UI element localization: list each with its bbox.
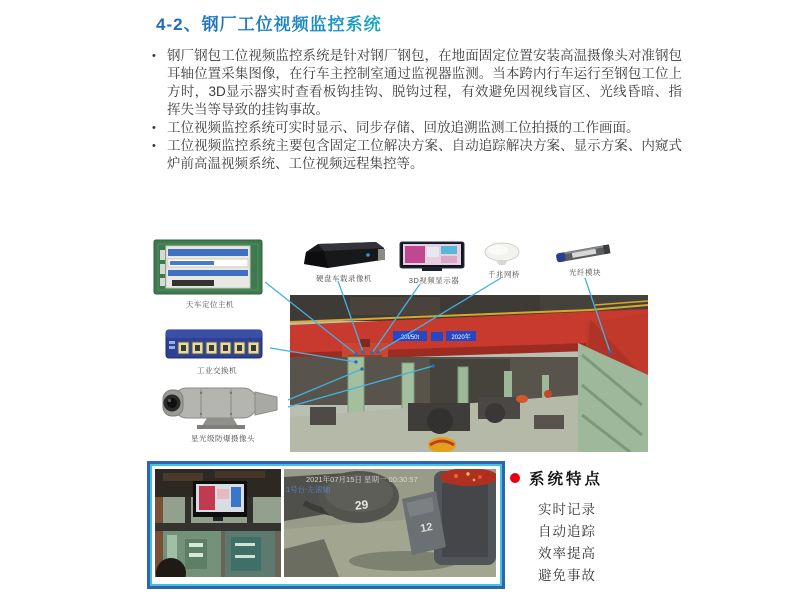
device-fiber-module <box>552 242 618 278</box>
device-label: 硬盘车载录像机 <box>316 274 372 283</box>
device-camera <box>155 380 291 444</box>
monitoring-photos-inner <box>150 464 502 586</box>
bullet-text: 钢厂钢包工位视频监控系统是针对钢厂钢包，在地面固定位置安装高温摄像头对准钢包耳轴位置采集图像，在行车主控制室通过监视器监测。当本跨内行车运行至钢包工位上方时，3D显示器实时查看板钩挂钩、脱钩过程，有效避免因视线盲区、光线昏暗、指挥失当等导致的挂钩事故。 <box>167 48 682 117</box>
bullet-marker-icon: • <box>152 50 156 62</box>
fiber-module-image <box>552 242 614 264</box>
intro-bullets <box>152 47 682 173</box>
3d-display-image <box>396 240 468 272</box>
device-label: 光纤模块 <box>569 268 601 277</box>
device-label: 千兆网桥 <box>488 270 520 279</box>
bullet-item <box>152 47 682 119</box>
device-label: 星光级防爆摄像头 <box>191 434 255 443</box>
device-crane-host <box>152 238 268 310</box>
features-heading-row <box>510 467 680 489</box>
feature-item: 实时记录 <box>538 502 596 517</box>
crane-positioning-host-image <box>152 238 264 296</box>
osd-timestamp: 2021年07月15日 星期一 00:30:57 <box>306 475 418 484</box>
factory-photo-image <box>290 295 648 452</box>
system-features <box>510 467 680 587</box>
cab-photo-image <box>155 469 281 577</box>
device-bridge <box>478 242 530 280</box>
gigabit-bridge-image <box>478 242 526 266</box>
features-heading: 系统特点 <box>529 471 604 488</box>
ladle-number-side: 12 <box>419 521 434 536</box>
bullet-text: 工位视频监控系统主要包含固定工位解决方案、自动追踪解决方案、显示方案、内窥式炉前高温视频系统、工位视频远程集控等。 <box>167 138 682 171</box>
bullet-marker-icon: • <box>152 122 156 134</box>
feature-item: 自动追踪 <box>538 524 596 539</box>
device-label: 天车定位主机 <box>186 300 234 309</box>
page-title: 4-2、钢厂工位视频监控系统 <box>156 10 382 35</box>
monitoring-photos-frame <box>147 461 505 589</box>
device-dvr <box>298 240 390 284</box>
bullet-text: 工位视频监控系统可实时显示、同步存储、回放追溯监测工位拍摄的工作画面。 <box>167 120 640 135</box>
factory-photo <box>290 295 648 452</box>
osd-channel-label: 1号台-左滚轴 <box>286 485 331 494</box>
feature-item: 效率提高 <box>538 546 596 561</box>
bullet-item <box>152 119 682 137</box>
bullet-item <box>152 137 682 173</box>
device-3d-display <box>396 240 472 286</box>
crane-year-sign: 2020年 <box>451 335 471 341</box>
red-bullet-icon <box>510 473 520 483</box>
explosion-proof-camera-image <box>155 380 285 430</box>
features-list <box>538 499 680 587</box>
device-label: 工业交换机 <box>197 366 237 375</box>
vehicle-dvr-image <box>298 240 388 270</box>
crane-capacity-sign: 20t/50t <box>400 335 420 341</box>
feature-item: 避免事故 <box>538 568 596 583</box>
industrial-switch-image <box>162 326 266 362</box>
ladle-photo-image <box>284 469 496 577</box>
ladle-number-front: 29 <box>354 497 369 513</box>
device-label: 3D视频显示器 <box>408 276 460 285</box>
bullet-marker-icon: • <box>152 140 156 152</box>
device-switch <box>162 326 272 376</box>
